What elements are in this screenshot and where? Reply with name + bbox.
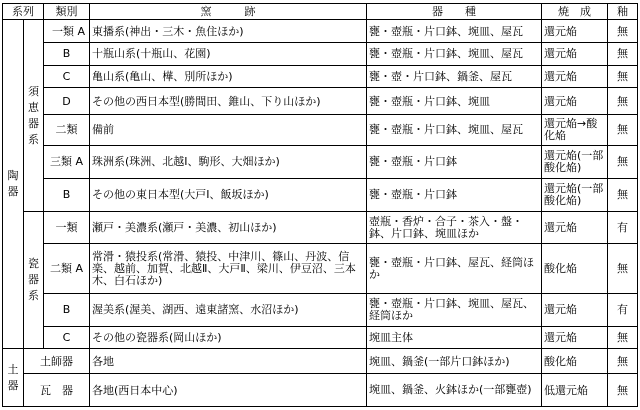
firing-cell: 酸化焔: [542, 349, 608, 374]
vessel-cell: 甕・壺瓶・片口鉢、埦皿、屋瓦: [367, 114, 542, 145]
glaze-cell: 無: [608, 349, 638, 374]
category-cell: C: [44, 326, 90, 349]
kiln-cell: 東播系(神出・三木・魚住ほか): [90, 20, 367, 43]
table-row: [3, 326, 638, 349]
table-row: [3, 211, 638, 244]
kiln-cell: 瀬戸・美濃系(瀬戸・美濃、初山ほか): [90, 211, 367, 244]
category-cell: 二類: [44, 114, 90, 145]
glaze-cell: 無: [608, 374, 638, 407]
kiln-cell: 珠洲系(珠洲、北越Ⅰ、駒形、大畑ほか): [90, 145, 367, 178]
firing-cell: 還元焔: [542, 293, 608, 326]
vessel-cell: 甕・壺瓶・片口鉢、埦皿、屋瓦、経筒ほか: [367, 293, 542, 326]
group-porcelain: [24, 211, 44, 349]
category-cell: C: [44, 65, 90, 88]
category-cell: B: [44, 43, 90, 66]
table-row: [3, 145, 638, 178]
firing-cell: 還元焔: [542, 65, 608, 88]
vessel-cell: 甕・壺瓶・片口鉢、埦皿、屋瓦: [367, 20, 542, 43]
vessel-cell: 埦皿、鍋釜、火鉢ほか(一部甕壺): [367, 374, 542, 407]
glaze-cell: 無: [608, 43, 638, 66]
glaze-cell: 有: [608, 211, 638, 244]
header-vessel-types: 器 種: [367, 4, 542, 20]
category-cell: 一類 A: [44, 20, 90, 43]
glaze-cell: 無: [608, 145, 638, 178]
group-ceramic-label: 陶器: [7, 169, 19, 199]
category-cell: 二類 A: [44, 244, 90, 293]
vessel-cell: 甕・壺瓶・片口鉢、埦皿: [367, 88, 542, 115]
vessel-cell: 壺瓶・香炉・合子・茶入・盤・鉢、片口鉢、埦皿ほか: [367, 211, 542, 244]
header-kiln-sites: 窯 跡: [90, 4, 367, 20]
table-row: [3, 20, 638, 43]
ceramic-classification-table: [2, 3, 638, 407]
vessel-cell: 甕・壺瓶・片口鉢: [367, 145, 542, 178]
table-row: [3, 65, 638, 88]
glaze-cell: 有: [608, 293, 638, 326]
category-cell: 三類 A: [44, 145, 90, 178]
table-row: [3, 349, 638, 374]
header-firing: 焼 成: [542, 4, 608, 20]
vessel-cell: 甕・壺瓶・片口鉢、埦皿、屋瓦: [367, 43, 542, 66]
firing-cell: 低還元焔: [542, 374, 608, 407]
category-cell: B: [44, 178, 90, 211]
header-glaze: 釉: [608, 4, 638, 20]
vessel-cell: 甕・壺・片口鉢、鍋釜、屋瓦: [367, 65, 542, 88]
firing-cell: 還元焔: [542, 326, 608, 349]
group-earthen: [3, 349, 24, 407]
kiln-cell: その他の西日本型(勝間田、錐山、下り山ほか): [90, 88, 367, 115]
kiln-cell: 各地(西日本中心): [90, 374, 367, 407]
group-porcelain-label: 瓷器系: [28, 256, 39, 302]
table-row: [3, 178, 638, 211]
firing-cell: 還元焔: [542, 211, 608, 244]
kiln-cell: 渥美系(渥美、湖西、遠東諸窯、水沼ほか): [90, 293, 367, 326]
glaze-cell: 無: [608, 326, 638, 349]
firing-cell: 還元焔: [542, 88, 608, 115]
category-cell: D: [44, 88, 90, 115]
kiln-cell: 亀山系(亀山、樺、別所ほか): [90, 65, 367, 88]
category-cell: 土師器: [24, 349, 90, 374]
kiln-cell: その他の瓷器系(岡山ほか): [90, 326, 367, 349]
table-row: [3, 374, 638, 407]
header-series: 系列: [3, 4, 44, 20]
firing-cell: 還元焔: [542, 43, 608, 66]
kiln-cell: 備前: [90, 114, 367, 145]
category-cell: 瓦 器: [24, 374, 90, 407]
table-row: [3, 244, 638, 293]
glaze-cell: 無: [608, 65, 638, 88]
vessel-cell: 埦皿、鍋釜(一部片口鉢ほか): [367, 349, 542, 374]
glaze-cell: 無: [608, 244, 638, 293]
table-row: [3, 43, 638, 66]
table-row: [3, 88, 638, 115]
firing-cell: 酸化焔: [542, 244, 608, 293]
kiln-cell: 各地: [90, 349, 367, 374]
vessel-cell: 埦皿主体: [367, 326, 542, 349]
kiln-cell: その他の東日本型(大戸Ⅰ、飯坂ほか): [90, 178, 367, 211]
group-ceramic: [3, 20, 24, 349]
group-earthen-label: 土器: [7, 362, 19, 392]
glaze-cell: 無: [608, 114, 638, 145]
vessel-cell: 甕・壺瓶・片口鉢、屋瓦、経筒ほか: [367, 244, 542, 293]
glaze-cell: 無: [608, 20, 638, 43]
category-cell: B: [44, 293, 90, 326]
header-row: [3, 4, 638, 20]
glaze-cell: 無: [608, 178, 638, 211]
kiln-cell: 十瓶山系(十瓶山、花園): [90, 43, 367, 66]
firing-cell: 還元焔(一部酸化焔): [542, 178, 608, 211]
firing-cell: 還元焔: [542, 20, 608, 43]
category-cell: 一類: [44, 211, 90, 244]
table-row: [3, 114, 638, 145]
firing-cell: 還元焔→酸化焔: [542, 114, 608, 145]
kiln-cell: 常滑・猿投系(常滑、猿投、中津川、篠山、丹波、信楽、越前、加賀、北越Ⅱ、大戸Ⅱ、梁川、伊豆沼、三本木、白石ほか): [90, 244, 367, 293]
header-category: 類別: [44, 4, 90, 20]
firing-cell: 還元焔(一部酸化焔): [542, 145, 608, 178]
glaze-cell: 無: [608, 88, 638, 115]
group-sue: [24, 20, 44, 211]
vessel-cell: 甕・壺瓶・片口鉢: [367, 178, 542, 211]
table-row: [3, 293, 638, 326]
group-sue-label: 須恵器系: [28, 84, 39, 146]
